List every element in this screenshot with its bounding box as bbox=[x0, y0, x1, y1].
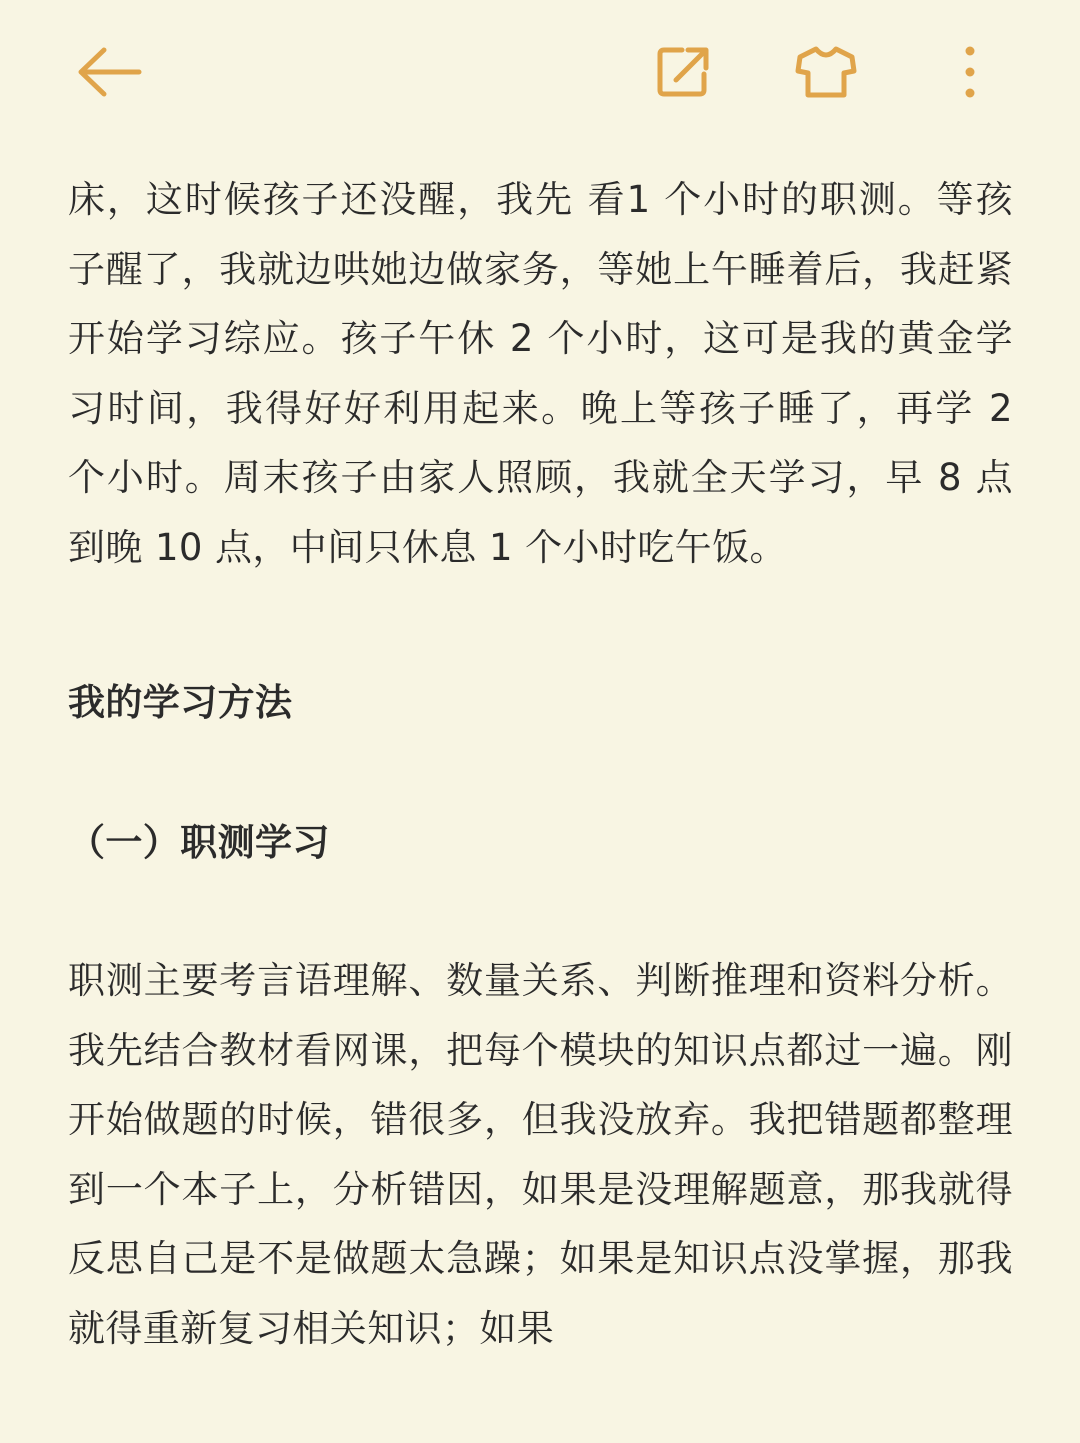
tshirt-icon bbox=[795, 44, 857, 100]
article-content bbox=[68, 165, 1013, 1363]
top-toolbar bbox=[0, 0, 1080, 140]
subsection-heading: （一）职测学习 bbox=[68, 820, 330, 864]
article-paragraph: 床，这时候孩子还没醒，我先 看1 个小时的职测。等孩子醒了，我就边哄她边做家务，等她上午睡着后，我赶紧开始学习综应。孩子午休 2 个小时，这可是我的黄金学习时间，我得好好利用起来。晚上等孩子睡了，再学 2 个小时。周末孩子由家人照顾，我就全天学习，早 8 点到晚 10 点，中间只休息 1 个小时吃午饭。 bbox=[68, 178, 1013, 569]
vertical-dots-icon bbox=[962, 44, 978, 100]
external-link-icon bbox=[656, 44, 712, 100]
section-heading: 我的学习方法 bbox=[68, 681, 293, 724]
share-button[interactable] bbox=[648, 36, 720, 108]
theme-button[interactable] bbox=[790, 36, 862, 108]
arrow-left-icon bbox=[77, 47, 143, 97]
more-options-button[interactable] bbox=[934, 36, 1006, 108]
article-paragraph: 职测主要考言语理解、数量关系、判断推理和资料分析。我先结合教材看网课，把每个模块的知识点都过一遍。刚开始做题的时候，错很多，但我没放弃。我把错题都整理到一个本子上，分析错因，如果是没理解题意，那我就得反思自己是不是做题太急躁；如果是知识点没掌握，那我就得重新复习相关知识；如果 bbox=[68, 959, 1013, 1350]
back-button[interactable] bbox=[74, 36, 146, 108]
